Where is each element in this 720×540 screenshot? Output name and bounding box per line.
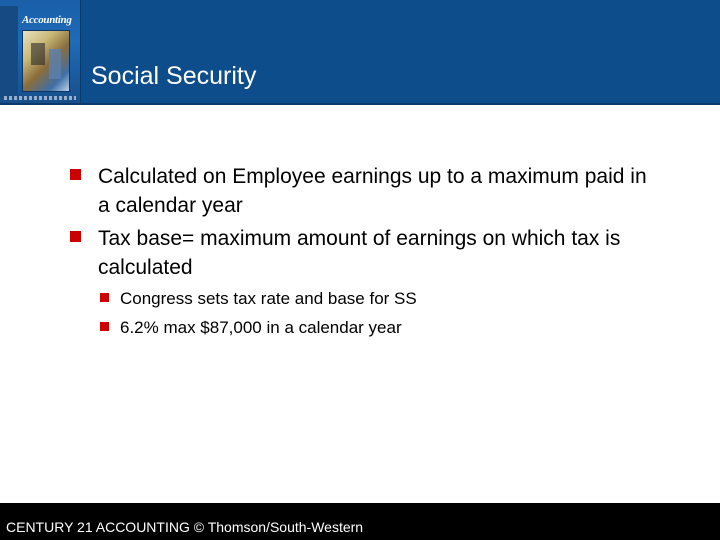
bullet-item — [70, 224, 658, 282]
square-bullet-icon — [70, 231, 81, 242]
square-bullet-icon — [100, 322, 109, 331]
sub-bullet-item — [100, 317, 402, 338]
cover-footer-strip — [4, 96, 76, 100]
cover-spine — [0, 6, 18, 98]
square-bullet-icon — [100, 293, 109, 302]
bullet-item — [70, 162, 658, 220]
cover-brand-text: Accounting — [22, 14, 72, 26]
slide-title: Social Security — [91, 62, 257, 90]
sub-bullet-item — [100, 288, 417, 309]
book-cover-logo — [0, 0, 81, 103]
bullet-text: Calculated on Employee earnings up to a maximum paid in a calendar year — [98, 165, 647, 217]
cover-artwork — [22, 30, 70, 92]
sub-bullet-text: 6.2% max $87,000 in a calendar year — [120, 318, 402, 337]
sub-bullet-text: Congress sets tax rate and base for SS — [120, 289, 417, 308]
footer-bar — [0, 503, 720, 540]
square-bullet-icon — [70, 169, 81, 180]
footer-copyright: CENTURY 21 ACCOUNTING © Thomson/South-Western — [6, 519, 364, 535]
bullet-text: Tax base= maximum amount of earnings on which tax is calculated — [98, 227, 621, 279]
header-bar — [0, 0, 720, 105]
